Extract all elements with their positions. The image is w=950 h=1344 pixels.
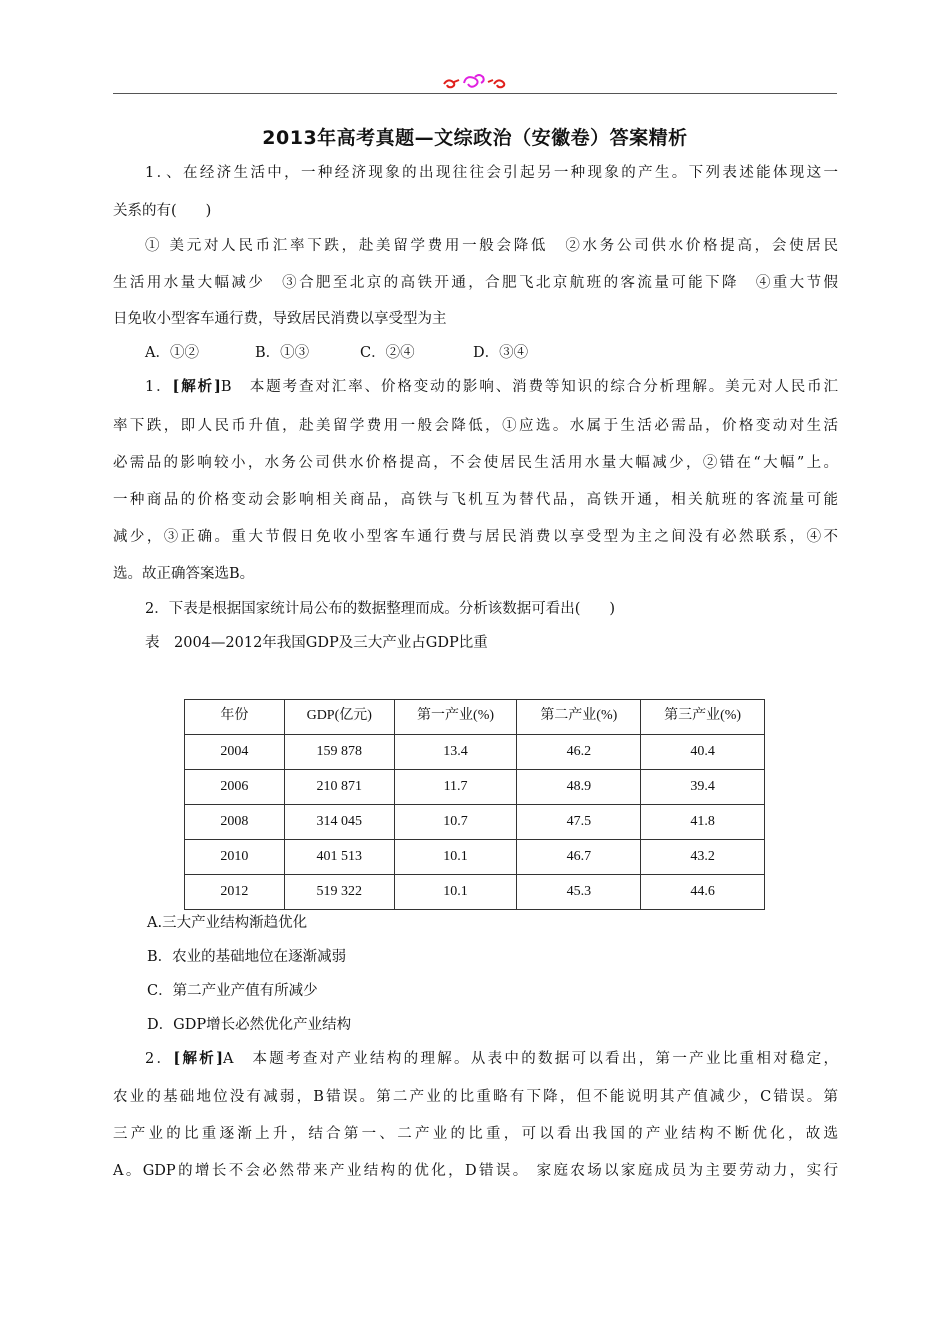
q1-items-line2: 生活用水量大幅减少 ③合肥至北京的高铁开通，合肥飞北京航班的客流量可能下降 ④重大节假 — [113, 275, 838, 291]
cell-secondary: 46.2 — [517, 735, 641, 770]
a1-line5: 减少，③正确。重大节假日免收小型客车通行费与居民消费以享受型为主之间没有必然联系，④不 — [113, 529, 838, 545]
a2-line1 — [145, 1049, 838, 1069]
q1-items-line3: 日免收小型客车通行费，导致居民消费以享受型为主 — [113, 311, 447, 327]
header-divider — [113, 93, 837, 94]
a1-line1-text: B 本题考查对汇率、价格变动的影响、消费等知识的综合分析理解。美元对人民币汇 — [220, 379, 838, 395]
cell-secondary: 46.7 — [517, 840, 641, 875]
cell-year: 2012 — [185, 875, 285, 910]
gdp-table — [184, 699, 765, 910]
a1-prefix: 1． — [145, 379, 173, 395]
table-header-row — [185, 700, 765, 735]
cell-secondary: 45.3 — [517, 875, 641, 910]
a1-line3: 必需品的影响较小，水务公司供水价格提高，不会使居民生活用水量大幅减少，②错在“大幅”上。 — [113, 455, 838, 471]
cell-gdp: 401 513 — [284, 840, 394, 875]
q2-option-c: C．第二产业产值有所减少 — [147, 983, 318, 999]
q1-items-line1: ① 美元对人民币汇率下跌，赴美留学费用一般会降低 ②水务公司供水价格提高，会使居民 — [145, 238, 838, 254]
cell-year: 2008 — [185, 805, 285, 840]
header-tertiary: 第三产业(%) — [641, 700, 765, 735]
table-row — [185, 840, 765, 875]
header-primary: 第一产业(%) — [394, 700, 517, 735]
cell-gdp: 314 045 — [284, 805, 394, 840]
table-row — [185, 805, 765, 840]
cell-primary: 11.7 — [394, 770, 517, 805]
q2-option-d: D．GDP增长必然优化产业结构 — [147, 1017, 352, 1033]
cell-tertiary: 44.6 — [641, 875, 765, 910]
q2-option-a: A.三大产业结构渐趋优化 — [147, 915, 308, 931]
cell-primary: 10.7 — [394, 805, 517, 840]
a2-line1-text: A 本题考查对产业结构的理解。从表中的数据可以看出，第一产业比重相对稳定， — [222, 1051, 838, 1067]
cell-primary: 10.1 — [394, 875, 517, 910]
cell-primary: 10.1 — [394, 840, 517, 875]
a2-line2: 农业的基础地位没有减弱，B错误。第二产业的比重略有下降，但不能说明其产值减少，C错误。第 — [113, 1089, 838, 1105]
cell-tertiary: 43.2 — [641, 840, 765, 875]
analysis-tag: [解析] — [172, 378, 221, 395]
q2-option-b: B．农业的基础地位在逐渐减弱 — [147, 949, 347, 965]
cell-gdp: 210 871 — [284, 770, 394, 805]
q1-stem-line1: 1．、在经济生活中，一种经济现象的出现往往会引起另一种现象的产生。下列表述能体现这一 — [145, 165, 838, 181]
table-caption: 表 2004—2012年我国GDP及三大产业占GDP比重 — [145, 635, 488, 651]
q1-stem-line2: 关系的有( ) — [113, 203, 212, 219]
cell-tertiary: 40.4 — [641, 735, 765, 770]
a2-line4: A。GDP的增长不会必然带来产业结构的优化，D错误。 家庭农场以家庭成员为主要劳动力，实行 — [113, 1163, 838, 1179]
a1-line4: 一种商品的价格变动会影响相关商品，高铁与飞机互为替代品，高铁开通，相关航班的客流量可能 — [113, 492, 838, 508]
cell-secondary: 47.5 — [517, 805, 641, 840]
cell-tertiary: 41.8 — [641, 805, 765, 840]
q1-option-a: A．①② — [145, 345, 199, 361]
cell-gdp: 159 878 — [284, 735, 394, 770]
q1-options — [145, 343, 870, 363]
cell-year: 2006 — [185, 770, 285, 805]
header-year: 年份 — [185, 700, 285, 735]
cell-gdp: 519 322 — [284, 875, 394, 910]
cell-secondary: 48.9 — [517, 770, 641, 805]
a1-line1 — [145, 377, 838, 397]
cell-primary: 13.4 — [394, 735, 517, 770]
table-row — [185, 735, 765, 770]
q1-option-c: C．②④ — [360, 345, 415, 361]
flourish-icon — [440, 72, 510, 90]
header-gdp: GDP(亿元) — [284, 700, 394, 735]
cell-year: 2010 — [185, 840, 285, 875]
analysis-tag: [解析] — [173, 1050, 223, 1067]
table-row — [185, 875, 765, 910]
header-secondary: 第二产业(%) — [517, 700, 641, 735]
a1-line6: 选。故正确答案选B。 — [113, 566, 255, 582]
cell-year: 2004 — [185, 735, 285, 770]
page-title: 2013年高考真题—文综政治（安徽卷）答案精析 — [262, 127, 688, 149]
table-row — [185, 770, 765, 805]
q1-option-d: D．③④ — [473, 345, 529, 361]
q1-option-b: B．①③ — [255, 345, 310, 361]
a2-line3: 三产业的比重逐渐上升，结合第一、二产业的比重，可以看出我国的产业结构不断优化，故选 — [113, 1126, 838, 1142]
q2-stem: 2．下表是根据国家统计局公布的数据整理而成。分析该数据可看出( ) — [145, 601, 616, 617]
a1-line2: 率下跌，即人民币升值，赴美留学费用一般会降低，①应选。水属于生活必需品，价格变动对生活 — [113, 418, 838, 434]
a2-prefix: 2． — [145, 1051, 174, 1067]
cell-tertiary: 39.4 — [641, 770, 765, 805]
